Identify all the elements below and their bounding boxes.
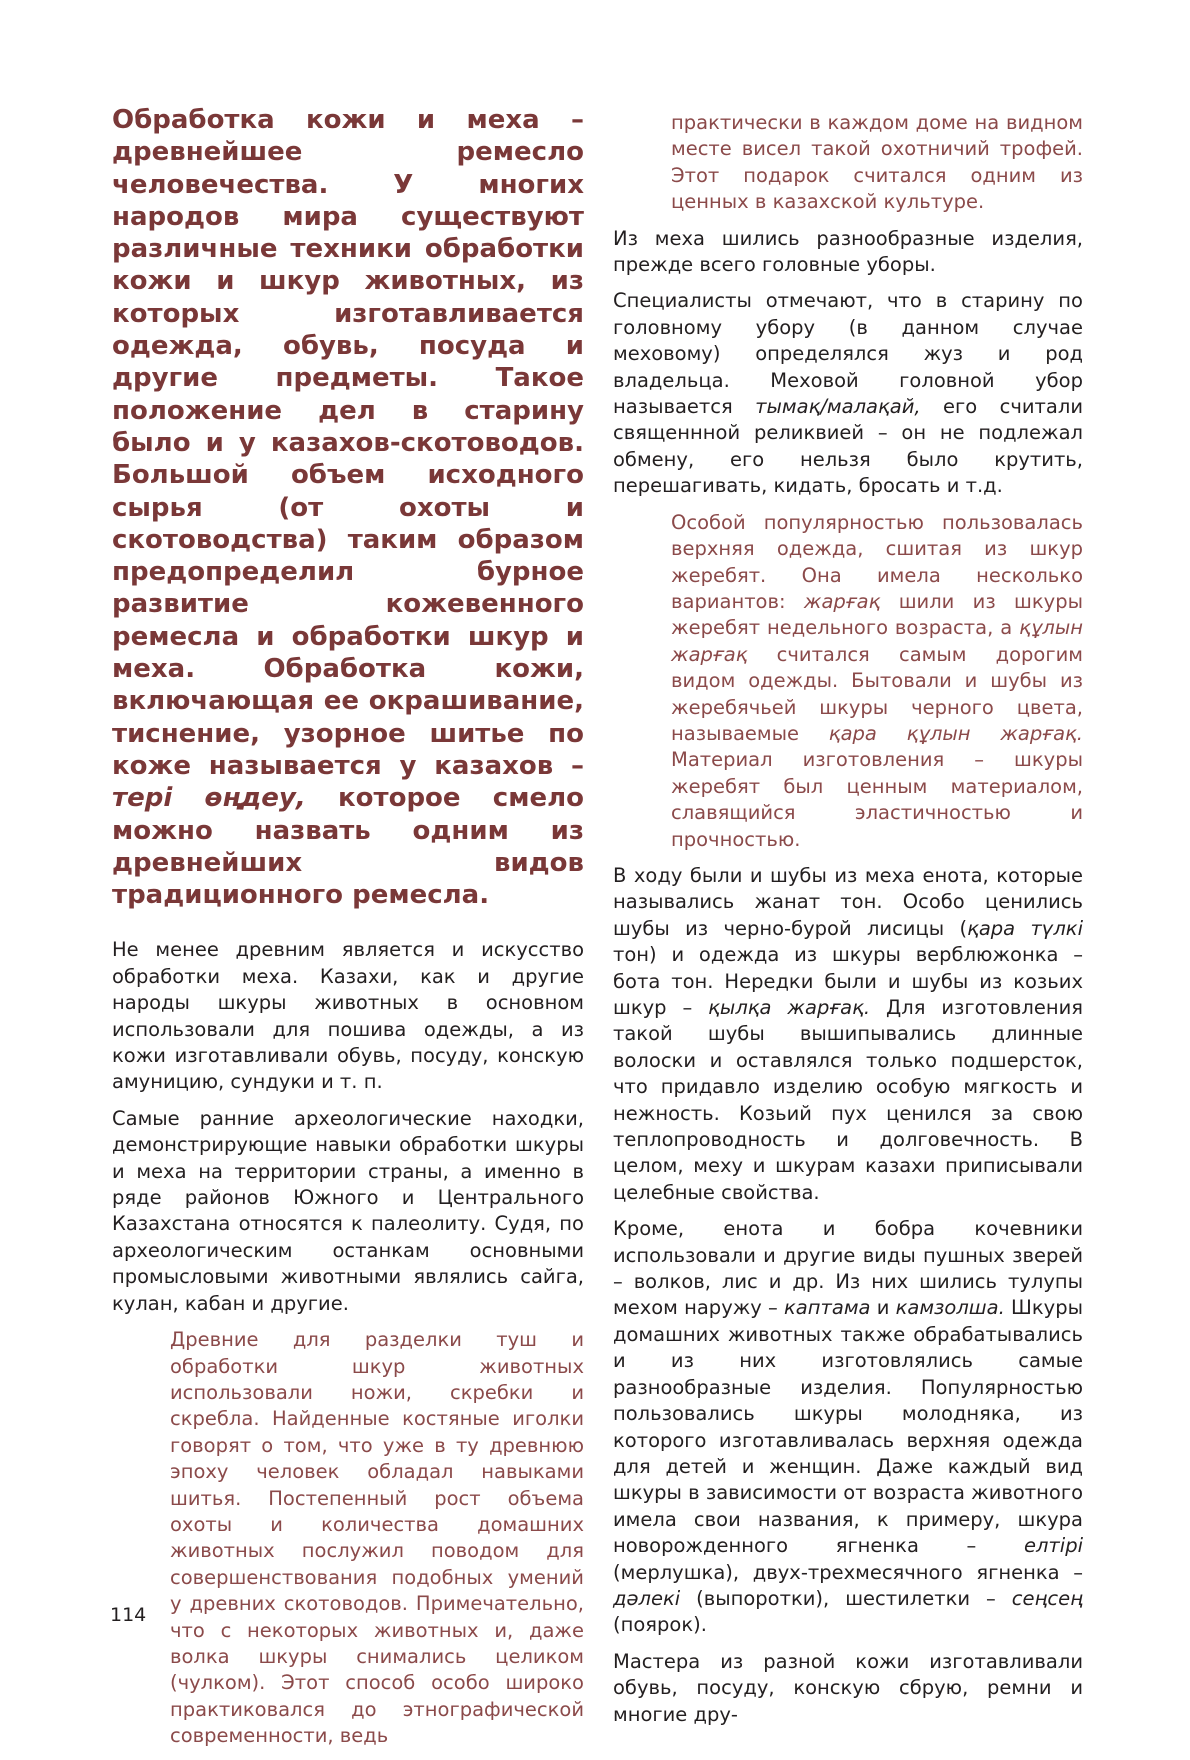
body-paragraph: Самые ранние археологические находки, демонстрирующие навыки обработки шкуры и меха на территории страны, а именно в ряде районов Южного и Центрального Казахстана относятся к палеолиту. Судя, по археологическим останкам основными промысловыми животными являлись сайга, кулан, кабан и другие. bbox=[112, 1106, 584, 1315]
body-paragraph bbox=[613, 863, 1083, 1206]
text-run: и bbox=[870, 1296, 896, 1320]
body-paragraph: Из меха шились разнообразные изделия, прежде всего головные уборы. bbox=[613, 226, 1083, 277]
text-run: В ходу были и шубы из меха енота, которые назывались жанат тон. Особо ценились шубы из черно-бурой лисицы ( bbox=[613, 863, 1083, 940]
lead-term: тері өңдеу, bbox=[112, 783, 306, 814]
term: қылқа жарғақ. bbox=[708, 996, 871, 1019]
term: елтірі bbox=[1023, 1534, 1083, 1558]
body-paragraph bbox=[613, 288, 1083, 499]
term: тымақ/малақай, bbox=[755, 395, 921, 419]
text-run: (выпоротки), шестилетки – bbox=[680, 1586, 1012, 1610]
body-paragraph: Мастера из разной кожи изготавливали обувь, посуду, конскую сбрую, ремни и многие дру- bbox=[613, 1649, 1083, 1726]
lead-text: Обработка кожи и меха – древнейшее ремесло человечества. У многих народов мира существуют различные техники обработки кожи и шкур животных, из которых изготавливается одежда, обувь, посуда и другие предметы. Такое положение дел в старину было и у казахов-скотоводов. Большой объем исходного сырья (от охоты и скотоводства) таким образом предопределил бурное развитие кожевенного ремесла и обработки шкур и меха. Обработка кожи, включающая ее окрашивание, тиснение, узорное шитье по коже называется у казахов – bbox=[112, 105, 584, 781]
right-column bbox=[613, 110, 1083, 1738]
lead-paragraph bbox=[112, 104, 584, 911]
quote-paragraph: Древние для разделки туш и обработки шкур животных использовали ножи, скребки и скребла. Найденные костяные иголки говорят о том, что уже в ту древнюю эпоху человек обладал навыками шитья. Постепенный рост объема охоты и количества домашних животных послужил поводом для совершенствования подобных умений у древних скотоводов. Примечательно, что с некоторых животных и, даже волка шкуры снимались целиком (чулком). Этот способ особо широко практиковался до этнографической современности, ведь bbox=[170, 1328, 584, 1748]
term: дәлекі bbox=[613, 1586, 681, 1610]
body-paragraph: Не менее древним является и искусство обработки меха. Казахи, как и другие народы шкуры животных в основном использовали для пошива одежды, а из кожи изготавливали обувь, посуду, конскую амуницию, сундуки и т. п. bbox=[112, 938, 584, 1094]
text-run: Особой популярностью пользовалась верхняя одежда, сшитая из шкур жеребят. Она имела несколько вариантов: bbox=[671, 510, 1083, 613]
text-run: тон) и одежда из шкуры верблюжонка – бота тон. Нередки были и шубы из козьих шкур – bbox=[613, 943, 1083, 1019]
text-run: шили из шкуры жеребят недельного возраста, а bbox=[671, 589, 1083, 640]
term: құлын жарғақ bbox=[671, 616, 1083, 666]
term: қара түлкі bbox=[967, 916, 1084, 940]
term: жарғақ bbox=[803, 589, 881, 613]
lead-text: которое смело можно назвать одним из древнейших видов традиционного ремесла. bbox=[112, 783, 585, 911]
term: камзолша. bbox=[895, 1296, 1005, 1320]
term: сеңсең bbox=[1011, 1586, 1083, 1610]
quote-paragraph: практически в каждом доме на видном месте висел такой охотничий трофей. Этот подарок считался одним из ценных в казахской культуре. bbox=[671, 111, 1083, 214]
text-run: Кроме, енота и бобра кочевники использовали и другие виды пушных зверей – волков, лис и др. Из них шились тулупы мехом наружу – bbox=[613, 1217, 1083, 1320]
left-column bbox=[112, 104, 584, 1760]
text-run: Шкуры домашних животных также обрабатывались и из них изготовлялись самые разнообразные изделия. Популярностью пользовались шкуры молодняка, из которого изготавливалась верхняя одежда для детей и женщин. Даже каждый вид шкуры в зависимости от возраста животного имела свои названия, к примеру, шкура новорожденного ягненка – bbox=[613, 1296, 1084, 1558]
text-run: Специалисты отмечают, что в старину по головному убору (в данном случае меховому) определялся жуз и род владельца. Меховой головной убор называется bbox=[613, 289, 1083, 419]
text-run: Для изготовления такой шубы вышипывались длинные волоски и оставлялся только подшерсток, что придавло изделию особую мягкость и нежность. Козьий пух ценился за свою теплопроводность и долговечность. В целом, меху и шкурам казахи приписывали целебные свойства. bbox=[613, 996, 1083, 1204]
term: каптама bbox=[784, 1296, 871, 1320]
text-run: его считали священнной реликвией – он не подлежал обмену, его нельзя было крутить, перешагивать, кидать, бросать и т.д. bbox=[613, 395, 1083, 498]
body-paragraph bbox=[613, 1216, 1083, 1639]
quote-paragraph bbox=[671, 510, 1083, 853]
text-run: считался самым дорогим видом одежды. Бытовали и шубы из жеребячьей шкуры черного цвета, называемые bbox=[671, 642, 1083, 745]
text-run: (мерлушка), двух-трехмесячного ягненка – bbox=[613, 1560, 1083, 1584]
term: қара құлын жарғақ. bbox=[828, 721, 1083, 745]
text-run: Материал изготовления – шкуры жеребят был ценным материалом, славящийся эластичностью и прочностью. bbox=[671, 748, 1083, 851]
page-number: 114 bbox=[110, 1604, 147, 1626]
text-run: (поярок). bbox=[613, 1613, 707, 1637]
